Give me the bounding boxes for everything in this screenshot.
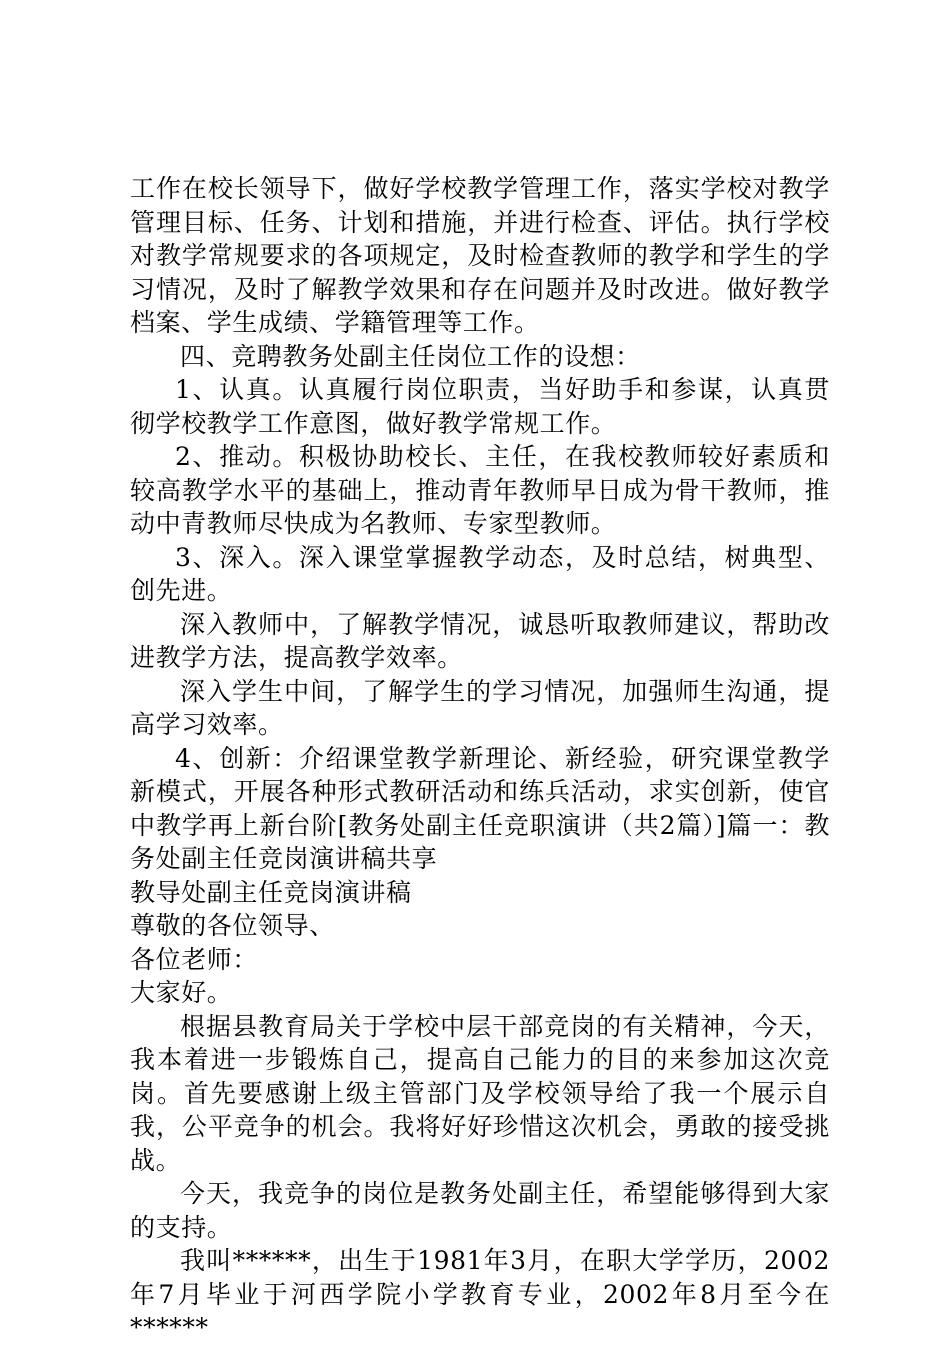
paragraph-position: 今天，我竞争的岗位是教务处副主任，希望能够得到大家的支持。 [130, 1179, 830, 1242]
speech-title: 教导处副主任竞岗演讲稿 [130, 877, 412, 907]
paragraph-self-intro: 我叫******，出生于1981年3月，在职大学学历，2002年7月毕业于河西学院小学教育专业，2002年8月至今在****** [130, 1246, 830, 1342]
salutation-leaders: 尊敬的各位领导、 [130, 911, 335, 940]
paragraph-intro: 根据县教育局关于学校中层干部竞岗的有关精神，今天，我本着进一步锻炼自己，提高自己能力的目的来参加这次竞岗。首先要感谢上级主管部门及学校领导给了我一个展示自我，公平竞争的机会。我将好好珍惜这次机会，勇敢的接受挑战。 [130, 1011, 830, 1175]
paragraph-item-3: 3、深入。深入课堂掌握教学动态，及时总结，树典型、创先进。 [130, 542, 830, 605]
salutation-teachers: 各位老师： [130, 944, 259, 974]
document-page [130, 172, 830, 1345]
paragraph-duties: 工作在校长领导下，做好学校教学管理工作，落实学校对教学管理目标、任务、计划和措施，并进行检查、评估。执行学校对教学常规要求的各项规定，及时检查教师的教学和学生的学习情况，及时了解教学效果和存在问题并及时改进。做好教学档案、学生成绩、学籍管理等工作。 [130, 174, 830, 337]
paragraph-item-3-students: 深入学生中间，了解学生的学习情况，加强师生沟通，提高学习效率。 [130, 676, 830, 739]
section-heading-plan: 四、竞聘教务处副主任岗位工作的设想： [180, 341, 641, 371]
paragraph-item-2: 2、推动。积极协助校长、主任，在我校教师较好素质和较高教学水平的基础上，推动青年教师早日成为骨干教师，推动中青教师尽快成为名教师、专家型教师。 [130, 442, 830, 538]
greeting: 大家好。 [130, 978, 233, 1007]
paragraph-item-1: 1、认真。认真履行岗位职责，当好助手和参谋，认真贯彻学校教学工作意图，做好教学常规工作。 [130, 375, 830, 438]
paragraph-item-3-teachers: 深入教师中，了解教学情况，诚恳听取教师建议，帮助改进教学方法，提高教学效率。 [130, 609, 830, 672]
paragraph-item-4: 4、创新：介绍课堂教学新理论、新经验，研究课堂教学新模式，开展各种形式教研活动和练兵活动，求实创新，使官中教学再上新台阶[教务处副主任竞职演讲（共2篇）]篇一：教务处副主任竞岗演讲稿共享 [130, 743, 830, 873]
